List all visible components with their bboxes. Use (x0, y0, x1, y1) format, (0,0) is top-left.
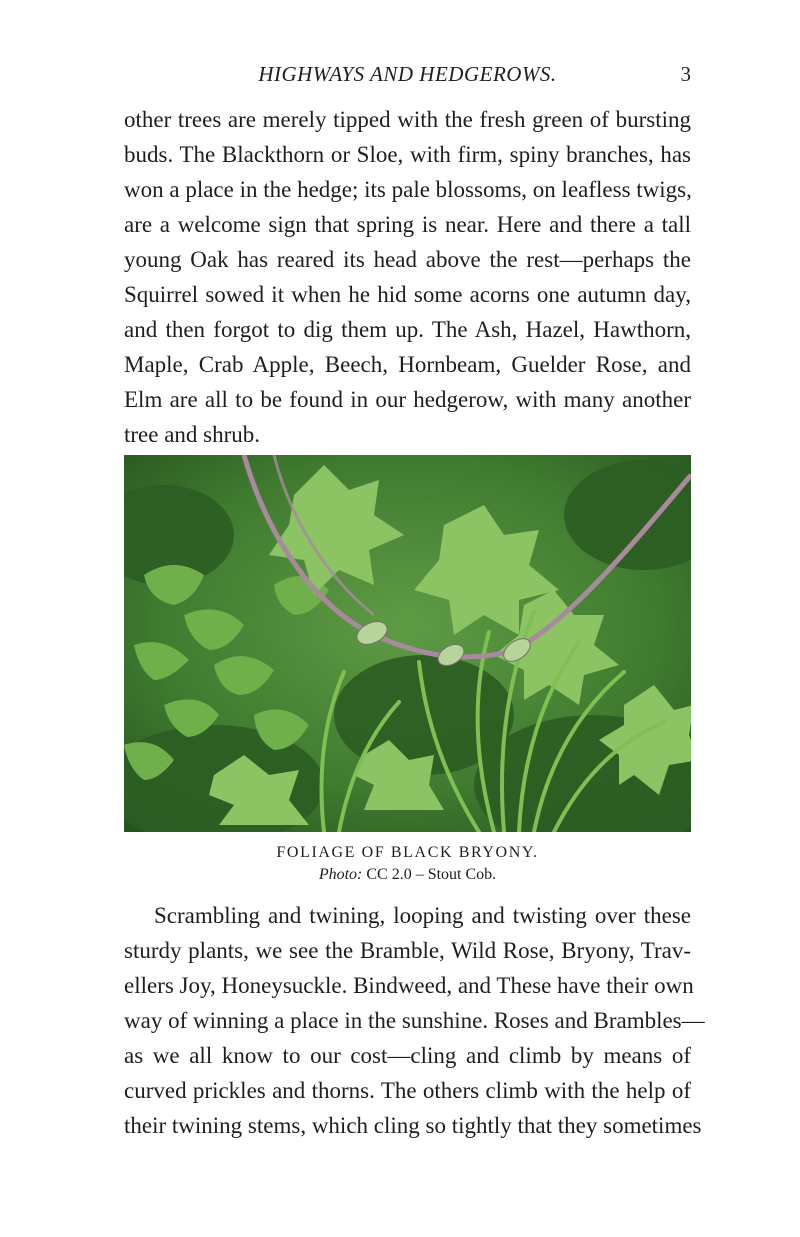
text-line: buds. The Blackthorn or Sloe, with firm, spiny branches, has (124, 142, 691, 167)
text-line: young Oak has reared its head above the rest—perhaps the (124, 247, 691, 272)
running-title: HIGHWAYS AND HEDGEROWS. (258, 62, 557, 86)
text-line: their twining stems, which cling so tightly that they sometimes (124, 1113, 702, 1138)
text-line: Elm are all to be found in our hedgerow, with many another (124, 387, 691, 412)
text-line: Scrambling and twining, looping and twisting over these (154, 903, 691, 928)
text-line: tree and shrub. (124, 422, 261, 447)
running-header (124, 62, 691, 92)
photo-credit (124, 864, 691, 886)
caption-title: FOLIAGE OF BLACK BRYONY. (276, 844, 539, 861)
credit-text: CC 2.0 – Stout Cob. (362, 866, 497, 883)
text-line: Maple, Crab Apple, Beech, Hornbeam, Guelder Rose, and (124, 352, 691, 377)
text-line: won a place in the hedge; its pale blossoms, on leafless twigs, (124, 177, 692, 202)
text-line: are a welcome sign that spring is near. Here and there a tall (124, 212, 691, 237)
figure-caption (124, 842, 691, 886)
text-line: Squirrel sowed it when he hid some acorns one autumn day, (124, 282, 691, 307)
text-line: ellers Joy, Honeysuckle. Bindweed, and These have their own (124, 973, 694, 998)
credit-label: Photo: (318, 866, 363, 883)
black-bryony-photo (124, 455, 691, 832)
book-page (124, 0, 705, 1237)
text-line: sturdy plants, we see the Bramble, Wild Rose, Bryony, Trav- (124, 938, 691, 963)
text-line: way of winning a place in the sunshine. Roses and Brambles— (124, 1008, 705, 1033)
text-line: as we all know to our cost—cling and climb by means of (124, 1043, 691, 1068)
text-line: other trees are merely tipped with the fresh green of bursting (124, 107, 691, 132)
page-number: 3 (680, 62, 691, 86)
text-line: and then forgot to dig them up. The Ash, Hazel, Hawthorn, (124, 317, 691, 342)
paragraph-climbers (124, 898, 705, 1143)
paragraph-hedge-trees (124, 102, 691, 452)
text-line: curved prickles and thorns. The others climb with the help of (124, 1078, 691, 1103)
